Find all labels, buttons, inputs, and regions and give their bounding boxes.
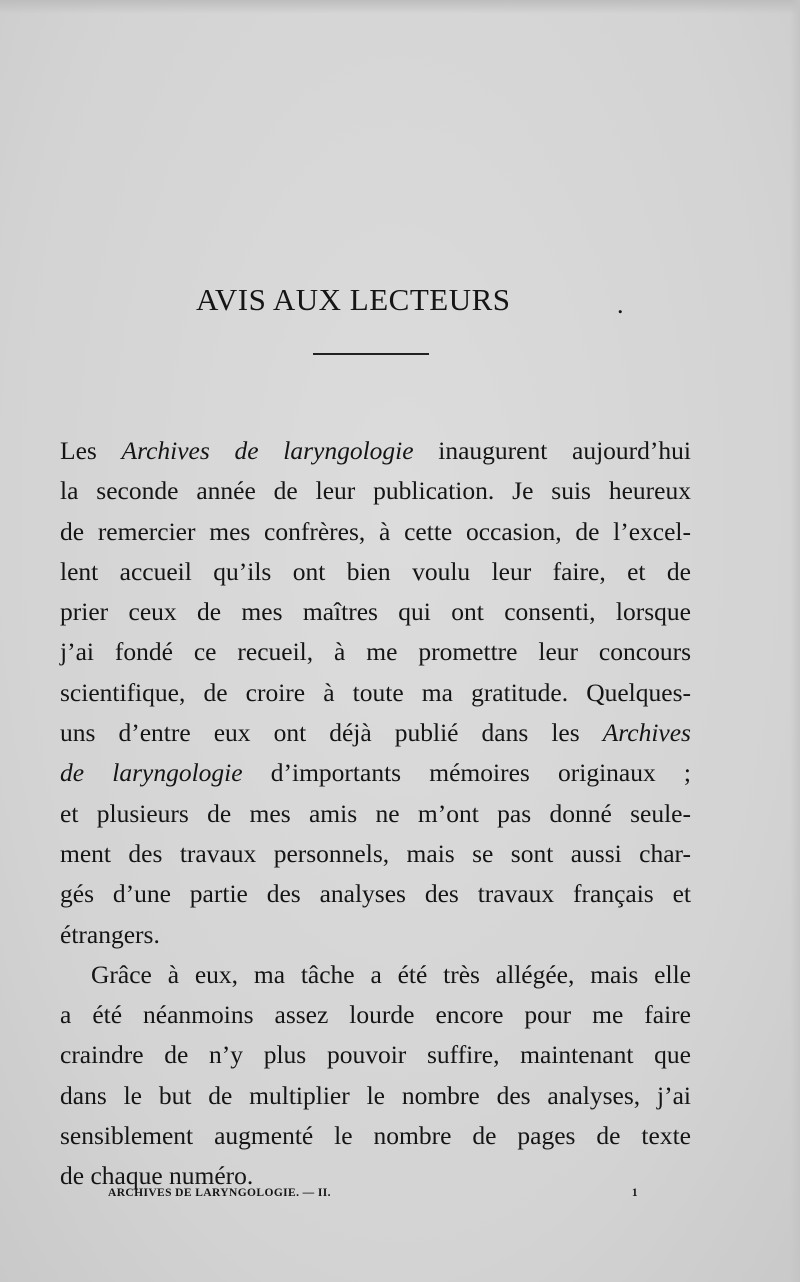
paragraph-1-line: de remercier mes confrères, à cette occasion, de l’excel- [60,516,691,546]
paragraph-2-line: dans le but de multiplier le nombre des analyses, j’ai [60,1080,691,1110]
page-title: AVIS AUX LECTEURS [196,282,511,317]
paragraph-2-line: a été néanmoins assez lourde encore pour me faire [60,1000,691,1030]
paragraph-1-line: étrangers. [60,919,160,949]
paragraph-1-line: la seconde année de leur publication. Je suis heureux [60,476,691,506]
paragraph-1-line: lent accueil qu’ils ont bien voulu leur faire, et de [60,556,691,586]
page-edge-shadow-right [790,0,800,1282]
italic-title: Archives de laryngologie [121,436,414,465]
paragraph-1-line: et plusieurs de mes amis ne m’ont pas donné seule- [60,798,691,828]
title-divider [313,353,429,355]
title-stray-mark: . [617,290,624,319]
italic-title: Archives [602,718,691,748]
paragraph-2-line: craindre de n’y plus pouvoir suffire, maintenant que [60,1040,691,1070]
paragraph-1-line: j’ai fondé ce recueil, à me promettre leur concours [60,637,691,667]
body-text [60,431,691,1197]
paragraph-2-line: Grâce à eux, ma tâche a été très allégée, mais elle [91,959,691,989]
page-footer [108,1187,638,1199]
paragraph-2-line: sensiblement augmenté le nombre de pages de texte [60,1121,691,1151]
paragraph-1-line: scientifique, de croire à toute ma gratitude. Quelques- [60,677,691,707]
paragraph-1-line: Les Archives de laryngologie inaugurent aujourd’hui [60,436,691,465]
paragraph-1-line: prier ceux de mes maîtres qui ont consenti, lorsque [60,597,691,627]
footer-running-title: ARCHIVES DE LARYNGOLOGIE. — II. [108,1187,331,1199]
paragraph-1-line: uns d’entre eux ont déjà publié dans les Archives [60,718,691,748]
paragraph-2-line: de chaque numéro. [60,1161,254,1191]
paragraph-1-line: de laryngologie d’importants mémoires originaux ; [60,758,691,788]
page-edge-shadow [0,0,800,14]
paragraph-1-line: ment des travaux personnels, mais se sont aussi char- [60,838,691,868]
footer-signature-mark: 1 [631,1187,638,1199]
italic-title: de laryngologie [60,758,243,788]
paragraph-1-line: gés d’une partie des analyses des travaux français et [60,879,691,909]
